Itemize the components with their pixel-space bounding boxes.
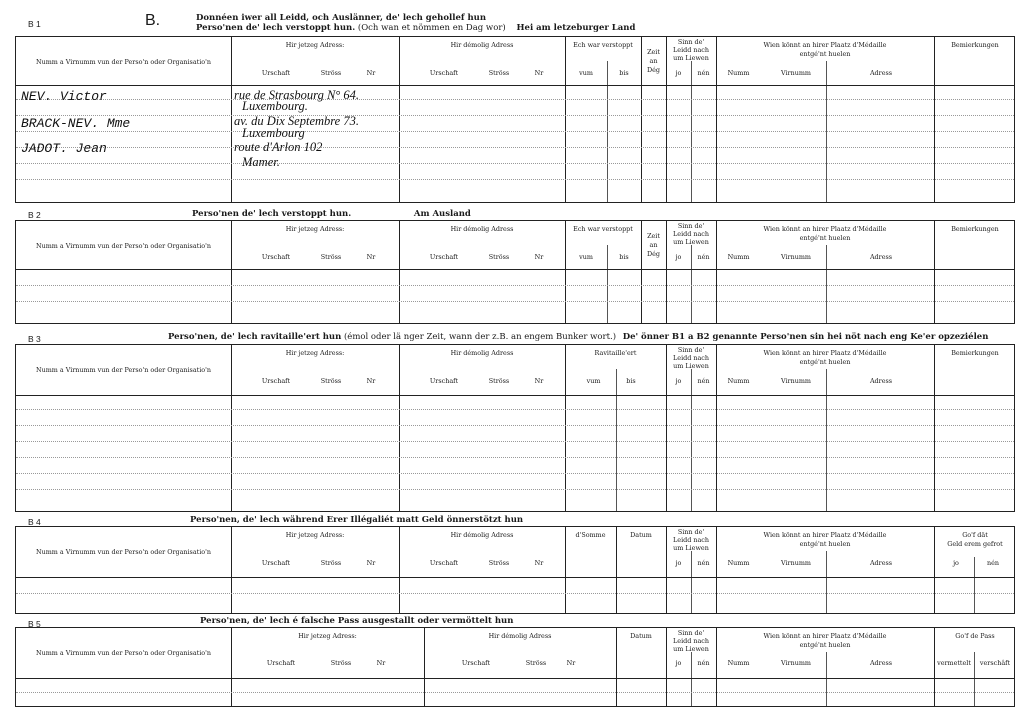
b5-header-former-address: Hir démolig Adress [488,632,552,640]
b1-header-stross2: Ströss [488,69,510,77]
b4-header-virnumm: Virnumm [781,559,811,567]
b1-header-jo: jo [675,69,682,77]
b5-header-name: Numm a Virnumm vun der Perso'n oder Organisatio'n [36,649,211,657]
b2-header-urschaft2: Urschaft [429,253,459,261]
b4-header-sinn2: Leidd nach [673,536,709,544]
b1-header-zeit3: Dég [647,66,660,74]
b3-title-a: Perso'nen, de' lech ravitaille'ert hun [168,332,342,342]
b2-header-virnumm: Virnumm [781,253,811,261]
b5-header-datum: Datum [630,632,652,640]
b3-header-former-address: Hir démolig Adress [450,349,514,357]
b3-header-stross: Ströss [320,377,342,385]
b1-entry-3-name: JADOT. Jean [21,141,107,156]
b2-header-former-address: Hir démolig Adress [450,225,514,233]
b5-header-verschaft: verschâft [979,659,1011,667]
b4-header-name: Numm a Virnumm vun der Perso'n oder Organisatio'n [36,548,211,556]
b3-header-nr2: Nr [534,377,544,385]
b3-title-c: De' önner B1 a B2 genannte Perso'nen sin hei nöt nach eng Ke'er opzeziélen [622,332,989,342]
b4-header-somme: d'Somme [575,531,606,539]
b2-header-bemierkungen: Bemierkungen [951,225,999,233]
b4-header-nr2: Nr [534,559,544,567]
b3-header-current-address: Hir jetzeg Adress: [285,349,345,357]
b4-header-urschaft: Urschaft [261,559,291,567]
b4-header-numm: Numm [727,559,750,567]
b4-header-adress: Adress [869,559,893,567]
b1-title-text: Donnéen iwer all Leidd, och Auslänner, de' lech gehollef hun [196,13,487,23]
b2-header-name: Numm a Virnumm vun der Perso'n oder Organisatio'n [36,242,211,250]
b5-header-nen: nén [697,659,710,667]
section-b5-table [15,627,1015,707]
b5-header-urschaft: Urschaft [266,659,296,667]
b3-header-numm: Numm [727,377,750,385]
b2-header-nen: nén [697,253,710,261]
b5-header-sinn1: Sinn de' [677,629,705,637]
b2-header-stross2: Ströss [488,253,510,261]
b2-header-zeit3: Dég [647,250,660,258]
b1-header-wien1: Wien könnt an hirer Plaatz d'Médaille [763,41,887,49]
b5-header-sinn3: um Liewen [673,645,709,653]
b4-header-nen: nén [697,559,710,567]
b3-title-b: (émol oder lä nger Zeit, wann der z.B. an engem Bunker wort.) [343,332,617,342]
b1-header-numm: Numm [727,69,750,77]
b1-header-former-address: Hir démolig Adress [450,41,514,49]
b3-header-wien1: Wien könnt an hirer Plaatz d'Médaille [763,349,887,357]
b2-header-zeit1: Zeit [647,232,660,240]
b3-header-virnumm: Virnumm [781,377,811,385]
b3-header-sinn1: Sinn de' [677,346,705,354]
b1-header-wien2: entgé'nt huelen [799,50,851,58]
b4-header-wien1: Wien könnt an hirer Plaatz d'Médaille [763,531,887,539]
b1-header-verstoppt: Ech war verstoppt [573,41,633,49]
b2-header-verstoppt: Ech war verstoppt [573,225,633,233]
b1-entry-3-street: route d'Arlon 102 [234,140,323,154]
b5-header-numm: Numm [727,659,750,667]
b2-title-b: Am Ausland [413,209,471,219]
b2-title-a: Perso'nen de' lech verstoppt hun. [192,209,352,219]
b2-header-vum: vum [579,253,593,261]
b3-header-nr: Nr [366,377,376,385]
section-b2-table [15,220,1015,324]
b4-header-stross2: Ströss [488,559,510,567]
b2-header-wien1: Wien könnt an hirer Plaatz d'Médaille [763,225,887,233]
b2-header-zeit2: an [649,241,658,249]
b1-header-nr2: Nr [534,69,544,77]
b1-header-zeit1: Zeit [647,48,660,56]
b3-header-stross2: Ströss [488,377,510,385]
b1-header-sinn1: Sinn de' [677,38,705,46]
section-b1-title-line2 [196,24,635,33]
section-b3-code: B 3 [28,334,41,344]
b4-header-stross: Ströss [320,559,342,567]
b5-header-vermettelt: vermettelt [937,659,971,667]
b3-header-ravitailleiert: Ravitaille'ert [594,349,637,357]
b2-header-jo: jo [675,253,682,261]
section-b3-table [15,344,1015,512]
b3-header-urschaft2: Urschaft [429,377,459,385]
section-b3-title [168,333,988,342]
b1-header-sinn2: Leidd nach [673,46,709,54]
b1-header-current-address: Hir jetzeg Adress: [285,41,345,49]
section-b1-table [15,36,1015,203]
b1-entry-3-city: Mamer. [242,155,280,169]
b2-header-current-address: Hir jetzeg Adress: [285,225,345,233]
b4-header-jo2: jo [953,559,959,567]
b3-header-sinn3: um Liewen [673,362,709,370]
b5-header-nr2: Nr [566,659,576,667]
b4-header-nen2: nén [986,559,999,567]
section-b1-code: B 1 [28,19,41,29]
section-b5-code: B 5 [28,619,41,629]
b1-header-virnumm: Virnumm [781,69,811,77]
b1-entry-1-city: Luxembourg. [242,99,308,113]
section-b1-title-line1 [196,14,486,23]
b1-entry-1-name: NEV. Victor [21,89,107,104]
b3-header-bemierkungen: Bemierkungen [951,349,999,357]
b1-entry-2-street: av. du Dix Septembre 73. [234,114,359,128]
b3-header-name: Numm a Virnumm vun der Perso'n oder Organisatio'n [36,366,211,374]
b1-entry-1-street: rue de Strasbourg N° 64. [234,88,360,102]
b5-header-wien2: entgé'nt huelen [799,641,851,649]
b2-header-adress: Adress [869,253,893,261]
b2-header-sinn3: um Liewen [673,238,709,246]
b1-header-bis: bis [619,69,629,77]
b4-header-gouf2: Geld erem gefrot [947,540,1003,548]
b1-header-urschaft2: Urschaft [429,69,459,77]
b4-header-sinn1: Sinn de' [677,528,705,536]
b2-header-sinn2: Leidd nach [673,230,709,238]
section-b4-code: B 4 [28,517,41,527]
b3-header-adress: Adress [869,377,893,385]
b5-header-current-address: Hir jetzeg Adress: [298,632,357,640]
b4-header-sinn3: um Liewen [673,544,709,552]
b4-header-nr: Nr [366,559,376,567]
b1-entry-2-city: Luxembourg [242,126,305,140]
b4-header-gouf: Go'f dät [962,531,988,539]
section-b4-title [190,516,523,525]
b3-header-urschaft: Urschaft [261,377,291,385]
b1-title-b: (Och wan et nömmen en Dag wor) [357,23,506,33]
b4-header-wien2: entgé'nt huelen [799,540,851,548]
section-b2-code: B 2 [28,210,41,220]
b5-header-stross2: Ströss [525,659,547,667]
b3-header-wien2: entgé'nt huelen [799,358,851,366]
b5-title-text: Perso'nen, de' lech é falsche Pass ausgestallt oder vermöttelt hun [200,616,514,626]
section-b5-title [200,617,513,626]
b1-header-adress: Adress [869,69,893,77]
b2-header-sinn1: Sinn de' [677,222,705,230]
b5-header-wien1: Wien könnt an hirer Plaatz d'Médaille [763,632,887,640]
b1-title-a: Perso'nen de' lech verstoppt hun. [196,23,356,33]
b2-header-urschaft: Urschaft [261,253,291,261]
b5-header-sinn2: Leidd nach [673,637,709,645]
b4-header-urschaft2: Urschaft [429,559,459,567]
b4-header-current-address: Hir jetzeg Adress: [285,531,345,539]
b3-header-jo: jo [675,377,682,385]
b1-header-name: Numm a Virnumm vun der Perso'n oder Organisatio'n [36,58,211,66]
section-b1-letter: B. [145,12,161,29]
b2-header-bis: bis [619,253,629,261]
b1-header-sinn3: um Liewen [673,54,709,62]
b2-header-wien2: entgé'nt huelen [799,234,851,242]
b4-header-datum: Datum [630,531,652,539]
b1-header-bemierkungen: Bemierkungen [951,41,999,49]
b2-header-stross: Ströss [320,253,342,261]
b2-header-nr2: Nr [534,253,544,261]
b3-header-bis: bis [626,377,636,385]
b1-header-zeit2: an [649,57,658,65]
b1-entry-2-name: BRACK-NEV. Mme [21,116,131,131]
b4-header-jo: jo [675,559,682,567]
section-b2-title [192,210,471,219]
section-b4-table [15,526,1015,614]
b5-header-urschaft2: Urschaft [461,659,491,667]
b4-header-former-address: Hir démolig Adress [450,531,514,539]
b1-header-vum: vum [579,69,593,77]
b3-header-nen: nén [697,377,710,385]
b3-header-vum: vum [586,377,601,385]
b5-header-adress: Adress [869,659,893,667]
b1-header-nen: nén [697,69,710,77]
b3-header-sinn2: Leidd nach [673,354,709,362]
b4-title-text: Perso'nen, de' lech während Erer Illégaliét matt Geld önnerstötzt hun [190,515,524,525]
b5-header-jo: jo [675,659,682,667]
b5-header-nr: Nr [376,659,386,667]
b2-header-numm: Numm [727,253,750,261]
b5-header-pass: Go'f de Pass [955,632,995,640]
b1-header-nr: Nr [366,69,376,77]
b5-header-virnumm: Virnumm [781,659,811,667]
b1-header-urschaft: Urschaft [261,69,291,77]
b5-header-stross: Ströss [330,659,352,667]
b1-title-c: Hei am letzeburger Land [516,23,636,33]
b1-header-stross: Ströss [320,69,342,77]
b2-header-nr: Nr [366,253,376,261]
